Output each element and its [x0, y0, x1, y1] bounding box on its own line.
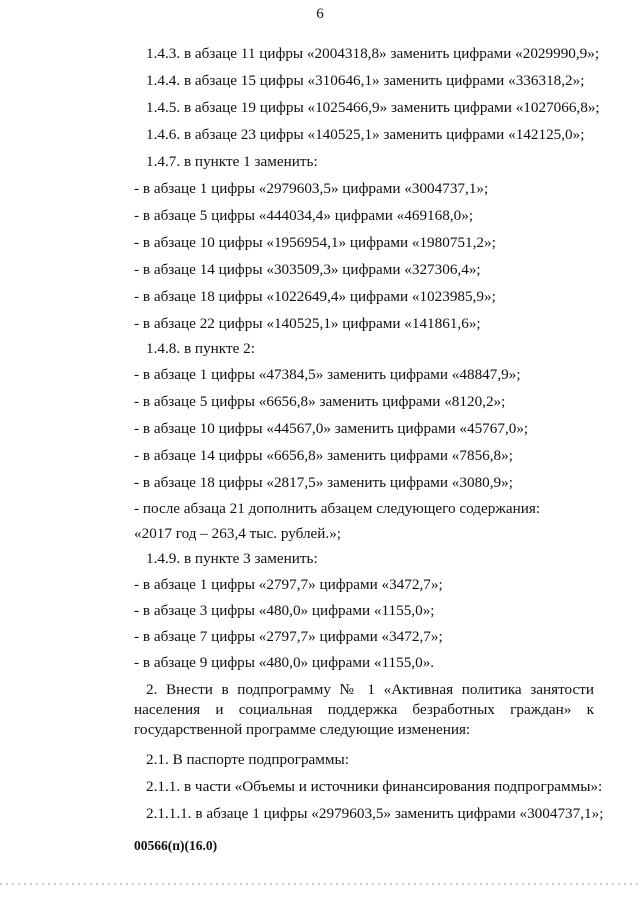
text-line: 1.4.5. в абзаце 19 цифры «1025466,9» заменить цифрами «1027066,8»; — [146, 99, 600, 116]
text-line: - в абзаце 22 цифры «140525,1» цифрами «141861,6»; — [134, 315, 481, 332]
text-line: - в абзаце 3 цифры «480,0» цифрами «1155,0»; — [134, 602, 435, 619]
text-line: - в абзаце 18 цифры «2817,5» заменить цифрами «3080,9»; — [134, 474, 513, 491]
text-line: - в абзаце 1 цифры «47384,5» заменить цифрами «48847,9»; — [134, 366, 521, 383]
paragraph-2: 2. Внести в подпрограмму № 1 «Активная политика занятости населения и социальная поддержка безработных граждан» к государственной программе следующие изменения: — [134, 681, 594, 738]
text-line: - в абзаце 14 цифры «303509,3» цифрами «327306,4»; — [134, 261, 481, 278]
text-line: 1.4.6. в абзаце 23 цифры «140525,1» заменить цифрами «142125,0»; — [146, 126, 585, 143]
text-line: 2.1.1. в части «Объемы и источники финансирования подпрограммы»: — [146, 778, 603, 795]
text-line: - в абзаце 9 цифры «480,0» цифрами «1155,0». — [134, 654, 435, 671]
text-line: - в абзаце 1 цифры «2979603,5» цифрами «3004737,1»; — [134, 180, 489, 197]
text-line: - в абзаце 5 цифры «6656,8» заменить цифрами «8120,2»; — [134, 393, 506, 410]
text-line: - в абзаце 18 цифры «1022649,4» цифрами «1023985,9»; — [134, 288, 496, 305]
text-line: 1.4.8. в пункте 2: — [146, 340, 255, 357]
page-number: 6 — [316, 6, 324, 22]
scan-artifact-line — [0, 883, 640, 885]
text-line: 1.4.9. в пункте 3 заменить: — [146, 550, 318, 567]
text-line: - в абзаце 7 цифры «2797,7» цифрами «3472,7»; — [134, 628, 443, 645]
text-line: - в абзаце 5 цифры «444034,4» цифрами «469168,0»; — [134, 207, 474, 224]
text-line: 1.4.7. в пункте 1 заменить: — [146, 153, 318, 170]
document-code: 00566(п)(16.0) — [134, 838, 218, 853]
text-line: - в абзаце 14 цифры «6656,8» заменить цифрами «7856,8»; — [134, 447, 513, 464]
text-line: - после абзаца 21 дополнить абзацем следующего содержания: — [134, 500, 541, 517]
text-line: «2017 год – 263,4 тыс. рублей.»; — [134, 525, 342, 542]
text-line: 2.1. В паспорте подпрограммы: — [146, 751, 349, 768]
text-line: - в абзаце 10 цифры «1956954,1» цифрами «1980751,2»; — [134, 234, 496, 251]
text-line: - в абзаце 10 цифры «44567,0» заменить цифрами «45767,0»; — [134, 420, 529, 437]
text-line: 1.4.3. в абзаце 11 цифры «2004318,8» заменить цифрами «2029990,9»; — [146, 45, 600, 62]
text-line: 2.1.1.1. в абзаце 1 цифры «2979603,5» заменить цифрами «3004737,1»; — [146, 805, 604, 822]
text-line: 1.4.4. в абзаце 15 цифры «310646,1» заменить цифрами «336318,2»; — [146, 72, 585, 89]
text-line: - в абзаце 1 цифры «2797,7» цифрами «3472,7»; — [134, 576, 443, 593]
